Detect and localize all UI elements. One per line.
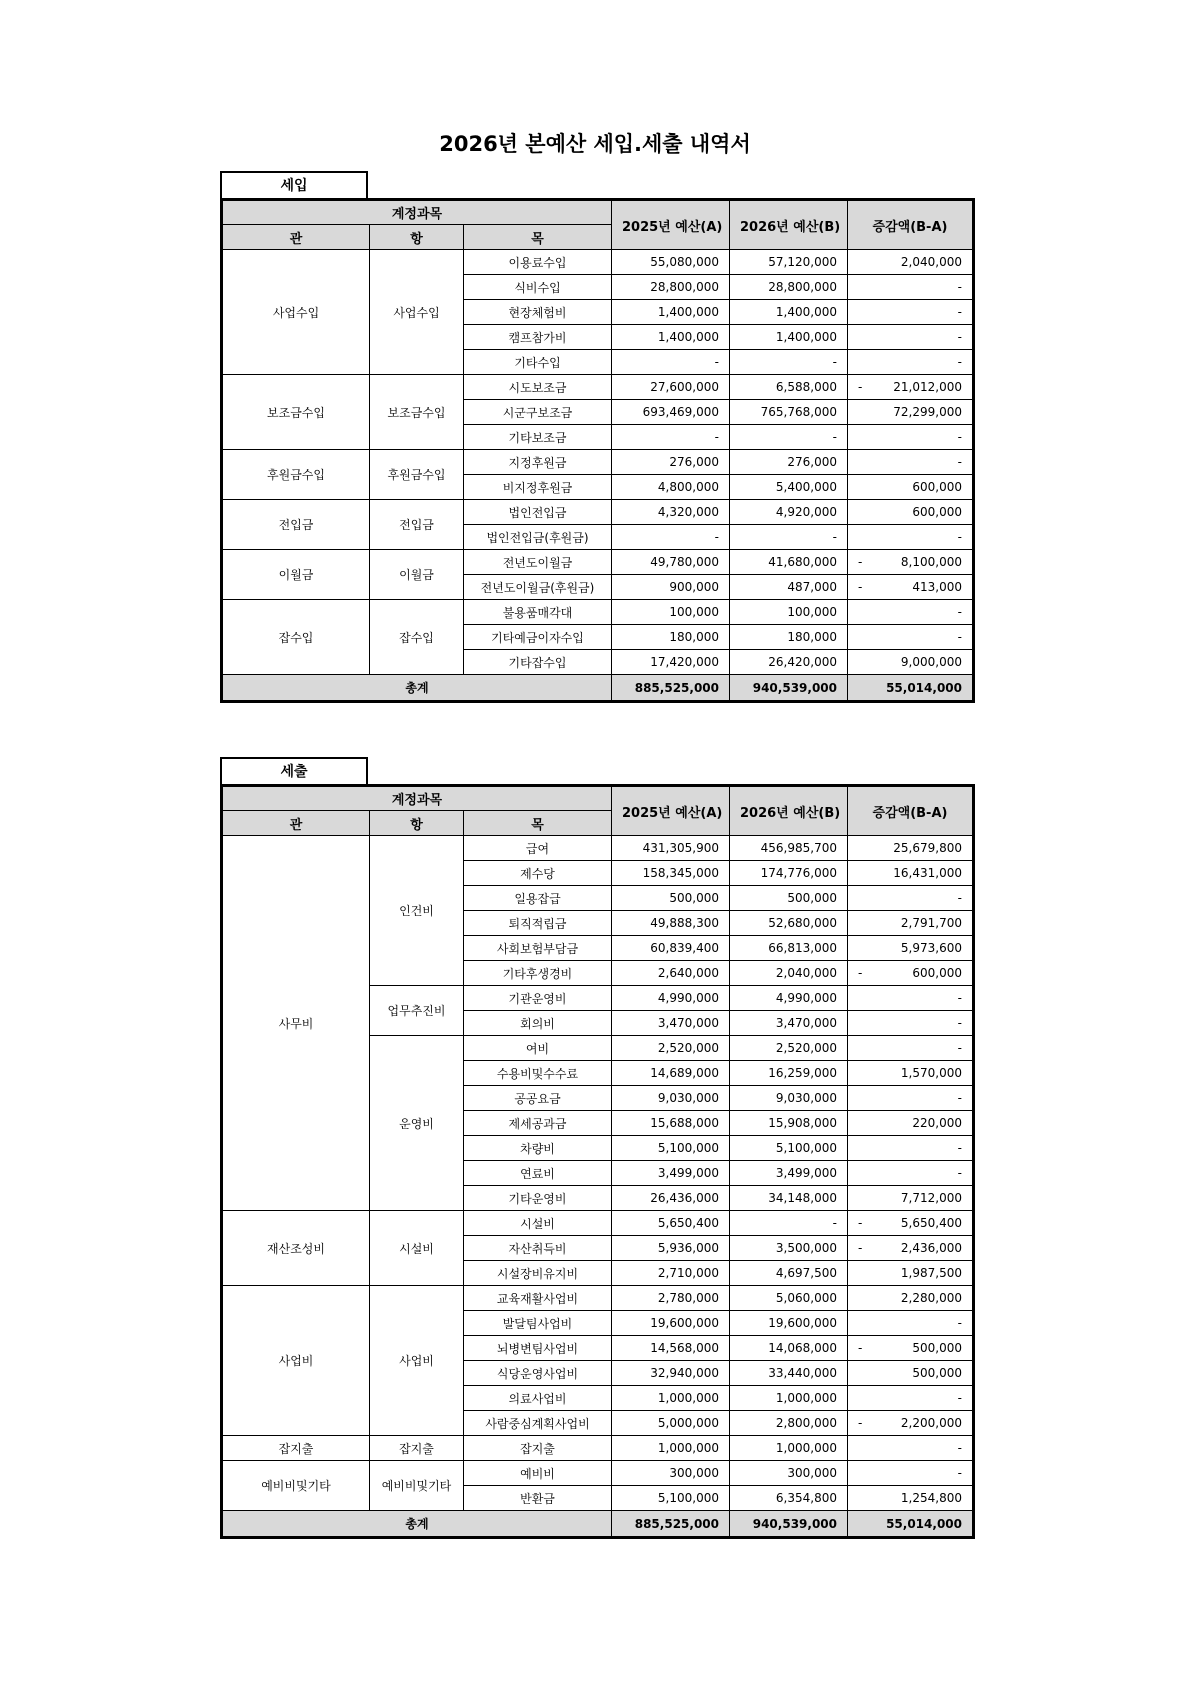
hang-cell: 예비비및기타 <box>370 1461 464 1511</box>
hang-cell: 사업비 <box>370 1286 464 1436</box>
mok-cell: 퇴직적립금 <box>464 911 612 936</box>
prev-budget-cell: 14,689,000 <box>612 1061 730 1086</box>
prev-budget-cell: 17,420,000 <box>612 650 730 675</box>
curr-budget-cell: 4,920,000 <box>730 500 848 525</box>
diff-cell <box>848 525 974 550</box>
account-header: 계정과목 <box>222 200 612 225</box>
mok-cell: 공공요금 <box>464 1086 612 1111</box>
prev-budget-cell: 32,940,000 <box>612 1361 730 1386</box>
curr-budget-cell: 3,470,000 <box>730 1011 848 1036</box>
diff-cell <box>848 961 974 986</box>
mok-cell: 교육재활사업비 <box>464 1286 612 1311</box>
diff-value: 2,791,700 <box>900 916 962 930</box>
diff-value: 600,000 <box>912 966 962 980</box>
curr-budget-cell: 4,990,000 <box>730 986 848 1011</box>
mok-cell: 자산취득비 <box>464 1236 612 1261</box>
curr-budget-cell: 765,768,000 <box>730 400 848 425</box>
prev-budget-cell: - <box>612 525 730 550</box>
hang-cell: 잡수입 <box>370 600 464 675</box>
curr-budget-cell: 180,000 <box>730 625 848 650</box>
diff-cell <box>848 275 974 300</box>
prev-budget-cell: 100,000 <box>612 600 730 625</box>
gwan-cell: 예비비및기타 <box>222 1461 370 1511</box>
total-row <box>222 1511 974 1538</box>
gwan-cell: 잡지출 <box>222 1436 370 1461</box>
diff-cell <box>848 1361 974 1386</box>
mok-cell: 잡지출 <box>464 1436 612 1461</box>
minus-sign: - <box>858 1216 863 1230</box>
expense-section-label: 세출 <box>220 757 368 785</box>
table-row <box>222 1461 974 1486</box>
diff-cell <box>848 350 974 375</box>
prev-budget-cell: 3,470,000 <box>612 1011 730 1036</box>
prev-budget-header: 2025년 예산(A) <box>612 200 730 250</box>
curr-budget-cell: 1,400,000 <box>730 325 848 350</box>
table-row <box>222 500 974 525</box>
mok-cell: 식당운영사업비 <box>464 1361 612 1386</box>
table-row <box>222 1286 974 1311</box>
prev-budget-cell: 60,839,400 <box>612 936 730 961</box>
diff-value: 72,299,000 <box>893 405 962 419</box>
expense-table <box>220 784 975 1539</box>
diff-value: - <box>957 1041 962 1055</box>
curr-budget-cell: - <box>730 425 848 450</box>
mok-cell: 발달팀사업비 <box>464 1311 612 1336</box>
diff-value: 600,000 <box>912 480 962 494</box>
curr-budget-cell: 6,354,800 <box>730 1486 848 1511</box>
diff-cell <box>848 400 974 425</box>
curr-budget-cell: 52,680,000 <box>730 911 848 936</box>
curr-budget-cell: 15,908,000 <box>730 1111 848 1136</box>
mok-cell: 불용품매각대 <box>464 600 612 625</box>
diff-value: 5,973,600 <box>900 941 962 955</box>
table-row <box>222 250 974 275</box>
diff-value: 220,000 <box>912 1116 962 1130</box>
prev-budget-cell: 27,600,000 <box>612 375 730 400</box>
mok-cell: 시설비 <box>464 1211 612 1236</box>
hang-cell: 사업수입 <box>370 250 464 375</box>
minus-sign: - <box>858 555 863 569</box>
mok-cell: 지정후원금 <box>464 450 612 475</box>
diff-value: 2,040,000 <box>900 255 962 269</box>
curr-budget-cell: 1,000,000 <box>730 1386 848 1411</box>
prev-budget-cell: 14,568,000 <box>612 1336 730 1361</box>
diff-value: 413,000 <box>912 580 962 594</box>
hang-cell: 인건비 <box>370 836 464 986</box>
gwan-cell: 재산조성비 <box>222 1211 370 1286</box>
prev-budget-cell: 5,100,000 <box>612 1486 730 1511</box>
table-row <box>222 550 974 575</box>
mok-cell: 기타잡수입 <box>464 650 612 675</box>
diff-cell <box>848 600 974 625</box>
gwan-header: 관 <box>222 811 370 836</box>
curr-budget-cell: 3,499,000 <box>730 1161 848 1186</box>
diff-value: 500,000 <box>912 1366 962 1380</box>
prev-budget-cell: 1,400,000 <box>612 325 730 350</box>
diff-value: - <box>957 630 962 644</box>
mok-cell: 비지정후원금 <box>464 475 612 500</box>
prev-budget-cell: 431,305,900 <box>612 836 730 861</box>
diff-value: 8,100,000 <box>900 555 962 569</box>
diff-value: - <box>957 1316 962 1330</box>
mok-cell: 기타운영비 <box>464 1186 612 1211</box>
gwan-cell: 전입금 <box>222 500 370 550</box>
mok-header: 목 <box>464 811 612 836</box>
minus-sign: - <box>858 380 863 394</box>
curr-budget-cell: 2,040,000 <box>730 961 848 986</box>
mok-cell: 수용비및수수료 <box>464 1061 612 1086</box>
diff-cell <box>848 1211 974 1236</box>
diff-value: - <box>957 1441 962 1455</box>
diff-cell <box>848 650 974 675</box>
mok-cell: 사람중심계획사업비 <box>464 1411 612 1436</box>
curr-budget-cell: 34,148,000 <box>730 1186 848 1211</box>
mok-cell: 일용잡급 <box>464 886 612 911</box>
diff-value: - <box>957 430 962 444</box>
table-row <box>222 836 974 861</box>
curr-budget-cell: 41,680,000 <box>730 550 848 575</box>
curr-budget-cell: 6,588,000 <box>730 375 848 400</box>
diff-cell <box>848 1086 974 1111</box>
minus-sign: - <box>858 966 863 980</box>
gwan-cell: 후원금수입 <box>222 450 370 500</box>
mok-cell: 시군구보조금 <box>464 400 612 425</box>
diff-value: 500,000 <box>912 1341 962 1355</box>
diff-cell <box>848 550 974 575</box>
hang-header: 항 <box>370 225 464 250</box>
diff-value: - <box>957 605 962 619</box>
diff-cell <box>848 1336 974 1361</box>
diff-value: - <box>957 355 962 369</box>
prev-budget-cell: 19,600,000 <box>612 1311 730 1336</box>
total-curr: 940,539,000 <box>730 675 848 702</box>
income-section-label: 세입 <box>220 171 368 199</box>
curr-budget-cell: 57,120,000 <box>730 250 848 275</box>
mok-cell: 기관운영비 <box>464 986 612 1011</box>
diff-cell <box>848 500 974 525</box>
mok-cell: 시설장비유지비 <box>464 1261 612 1286</box>
diff-cell <box>848 1286 974 1311</box>
curr-budget-cell: 100,000 <box>730 600 848 625</box>
diff-cell <box>848 375 974 400</box>
prev-budget-cell: 2,640,000 <box>612 961 730 986</box>
gwan-cell: 사업수입 <box>222 250 370 375</box>
diff-value: 2,436,000 <box>900 1241 962 1255</box>
prev-budget-cell: 300,000 <box>612 1461 730 1486</box>
prev-budget-cell: 28,800,000 <box>612 275 730 300</box>
curr-budget-cell: 276,000 <box>730 450 848 475</box>
total-label: 총계 <box>222 1511 612 1538</box>
diff-value: - <box>957 455 962 469</box>
prev-budget-cell: 1,400,000 <box>612 300 730 325</box>
diff-cell <box>848 836 974 861</box>
total-prev: 885,525,000 <box>612 1511 730 1538</box>
prev-budget-cell: 2,520,000 <box>612 1036 730 1061</box>
prev-budget-header: 2025년 예산(A) <box>612 786 730 836</box>
diff-cell <box>848 475 974 500</box>
prev-budget-cell: 9,030,000 <box>612 1086 730 1111</box>
curr-budget-cell: 28,800,000 <box>730 275 848 300</box>
mok-cell: 캠프참가비 <box>464 325 612 350</box>
curr-budget-cell: 300,000 <box>730 1461 848 1486</box>
diff-cell <box>848 1461 974 1486</box>
prev-budget-cell: 49,888,300 <box>612 911 730 936</box>
diff-value: - <box>957 991 962 1005</box>
hang-cell: 이월금 <box>370 550 464 600</box>
gwan-header: 관 <box>222 225 370 250</box>
gwan-cell: 이월금 <box>222 550 370 600</box>
mok-cell: 전년도이월금(후원금) <box>464 575 612 600</box>
prev-budget-cell: - <box>612 350 730 375</box>
diff-cell <box>848 325 974 350</box>
account-header: 계정과목 <box>222 786 612 811</box>
diff-cell <box>848 861 974 886</box>
mok-cell: 법인전입금 <box>464 500 612 525</box>
prev-budget-cell: 276,000 <box>612 450 730 475</box>
diff-cell <box>848 1061 974 1086</box>
diff-cell <box>848 625 974 650</box>
mok-cell: 제세공과금 <box>464 1111 612 1136</box>
diff-cell <box>848 1036 974 1061</box>
diff-cell <box>848 425 974 450</box>
mok-cell: 기타수입 <box>464 350 612 375</box>
prev-budget-cell: 2,710,000 <box>612 1261 730 1286</box>
prev-budget-cell: 49,780,000 <box>612 550 730 575</box>
diff-value: - <box>957 330 962 344</box>
curr-budget-cell: 9,030,000 <box>730 1086 848 1111</box>
diff-value: 9,000,000 <box>900 655 962 669</box>
mok-cell: 제수당 <box>464 861 612 886</box>
table-row <box>222 1436 974 1461</box>
hang-cell: 시설비 <box>370 1211 464 1286</box>
hang-cell: 업무추진비 <box>370 986 464 1036</box>
diff-cell <box>848 1261 974 1286</box>
curr-budget-cell: 19,600,000 <box>730 1311 848 1336</box>
curr-budget-cell: 174,776,000 <box>730 861 848 886</box>
curr-budget-cell: 3,500,000 <box>730 1236 848 1261</box>
prev-budget-cell: 4,990,000 <box>612 986 730 1011</box>
curr-budget-cell: 33,440,000 <box>730 1361 848 1386</box>
curr-budget-cell: - <box>730 350 848 375</box>
curr-budget-cell: - <box>730 1211 848 1236</box>
minus-sign: - <box>858 1341 863 1355</box>
diff-value: 25,679,800 <box>893 841 962 855</box>
curr-budget-cell: 1,000,000 <box>730 1436 848 1461</box>
prev-budget-cell: 180,000 <box>612 625 730 650</box>
hang-cell: 후원금수입 <box>370 450 464 500</box>
prev-budget-cell: 900,000 <box>612 575 730 600</box>
curr-budget-cell: 5,400,000 <box>730 475 848 500</box>
prev-budget-cell: 158,345,000 <box>612 861 730 886</box>
income-table <box>220 198 975 703</box>
mok-cell: 사회보험부담금 <box>464 936 612 961</box>
prev-budget-cell: 4,320,000 <box>612 500 730 525</box>
mok-cell: 기타후생경비 <box>464 961 612 986</box>
minus-sign: - <box>858 580 863 594</box>
page-title: 2026년 본예산 세입.세출 내역서 <box>439 132 751 156</box>
curr-budget-cell: 66,813,000 <box>730 936 848 961</box>
curr-budget-cell: 14,068,000 <box>730 1336 848 1361</box>
mok-cell: 전년도이월금 <box>464 550 612 575</box>
diff-value: 1,254,800 <box>900 1491 962 1505</box>
curr-budget-cell: 456,985,700 <box>730 836 848 861</box>
total-prev: 885,525,000 <box>612 675 730 702</box>
diff-cell <box>848 911 974 936</box>
diff-value: 16,431,000 <box>893 866 962 880</box>
curr-budget-cell: 500,000 <box>730 886 848 911</box>
total-diff: 55,014,000 <box>848 1511 974 1538</box>
total-label: 총계 <box>222 675 612 702</box>
diff-cell <box>848 1311 974 1336</box>
diff-value: 21,012,000 <box>893 380 962 394</box>
prev-budget-cell: - <box>612 425 730 450</box>
mok-cell: 기타예금이자수입 <box>464 625 612 650</box>
hang-cell: 보조금수입 <box>370 375 464 450</box>
diff-value: 1,987,500 <box>900 1266 962 1280</box>
curr-budget-cell: 2,800,000 <box>730 1411 848 1436</box>
prev-budget-cell: 693,469,000 <box>612 400 730 425</box>
diff-cell <box>848 1011 974 1036</box>
prev-budget-cell: 1,000,000 <box>612 1386 730 1411</box>
mok-cell: 이용료수입 <box>464 250 612 275</box>
diff-value: - <box>957 1141 962 1155</box>
gwan-cell: 사업비 <box>222 1286 370 1436</box>
prev-budget-cell: 2,780,000 <box>612 1286 730 1311</box>
gwan-cell: 보조금수입 <box>222 375 370 450</box>
prev-budget-cell: 500,000 <box>612 886 730 911</box>
diff-cell <box>848 1136 974 1161</box>
diff-value: - <box>957 891 962 905</box>
curr-budget-header: 2026년 예산(B) <box>730 786 848 836</box>
diff-cell <box>848 1236 974 1261</box>
prev-budget-cell: 26,436,000 <box>612 1186 730 1211</box>
hang-cell: 전입금 <box>370 500 464 550</box>
diff-value: 2,200,000 <box>900 1416 962 1430</box>
curr-budget-header: 2026년 예산(B) <box>730 200 848 250</box>
total-diff: 55,014,000 <box>848 675 974 702</box>
diff-cell <box>848 1386 974 1411</box>
hang-cell: 운영비 <box>370 1036 464 1211</box>
table-row <box>222 1211 974 1236</box>
total-row <box>222 675 974 702</box>
diff-cell <box>848 886 974 911</box>
prev-budget-cell: 5,000,000 <box>612 1411 730 1436</box>
mok-header: 목 <box>464 225 612 250</box>
diff-cell <box>848 575 974 600</box>
diff-cell <box>848 450 974 475</box>
curr-budget-cell: - <box>730 525 848 550</box>
diff-cell <box>848 1161 974 1186</box>
prev-budget-cell: 5,100,000 <box>612 1136 730 1161</box>
mok-cell: 급여 <box>464 836 612 861</box>
diff-value: 7,712,000 <box>900 1191 962 1205</box>
diff-value: 1,570,000 <box>900 1066 962 1080</box>
diff-value: - <box>957 1466 962 1480</box>
diff-value: - <box>957 1091 962 1105</box>
mok-cell: 시도보조금 <box>464 375 612 400</box>
diff-value: - <box>957 1391 962 1405</box>
prev-budget-cell: 55,080,000 <box>612 250 730 275</box>
mok-cell: 의료사업비 <box>464 1386 612 1411</box>
minus-sign: - <box>858 1416 863 1430</box>
curr-budget-cell: 5,100,000 <box>730 1136 848 1161</box>
table-row <box>222 600 974 625</box>
curr-budget-cell: 5,060,000 <box>730 1286 848 1311</box>
diff-cell <box>848 250 974 275</box>
mok-cell: 식비수입 <box>464 275 612 300</box>
curr-budget-cell: 16,259,000 <box>730 1061 848 1086</box>
curr-budget-cell: 487,000 <box>730 575 848 600</box>
prev-budget-cell: 5,650,400 <box>612 1211 730 1236</box>
diff-cell <box>848 1436 974 1461</box>
diff-cell <box>848 936 974 961</box>
mok-cell: 여비 <box>464 1036 612 1061</box>
mok-cell: 회의비 <box>464 1011 612 1036</box>
mok-cell: 예비비 <box>464 1461 612 1486</box>
mok-cell: 현장체험비 <box>464 300 612 325</box>
curr-budget-cell: 2,520,000 <box>730 1036 848 1061</box>
gwan-cell: 잡수입 <box>222 600 370 675</box>
diff-cell <box>848 1186 974 1211</box>
gwan-cell: 사무비 <box>222 836 370 1211</box>
prev-budget-cell: 1,000,000 <box>612 1436 730 1461</box>
curr-budget-cell: 1,400,000 <box>730 300 848 325</box>
curr-budget-cell: 4,697,500 <box>730 1261 848 1286</box>
mok-cell: 차량비 <box>464 1136 612 1161</box>
mok-cell: 반환금 <box>464 1486 612 1511</box>
curr-budget-cell: 26,420,000 <box>730 650 848 675</box>
diff-value: - <box>957 280 962 294</box>
prev-budget-cell: 4,800,000 <box>612 475 730 500</box>
diff-header: 증감액(B-A) <box>848 200 974 250</box>
mok-cell: 뇌병변팀사업비 <box>464 1336 612 1361</box>
diff-cell <box>848 300 974 325</box>
diff-header: 증감액(B-A) <box>848 786 974 836</box>
prev-budget-cell: 5,936,000 <box>612 1236 730 1261</box>
hang-header: 항 <box>370 811 464 836</box>
prev-budget-cell: 15,688,000 <box>612 1111 730 1136</box>
diff-value: - <box>957 1166 962 1180</box>
hang-cell: 잡지출 <box>370 1436 464 1461</box>
diff-cell <box>848 1486 974 1511</box>
table-row <box>222 450 974 475</box>
diff-value: - <box>957 530 962 544</box>
diff-cell <box>848 986 974 1011</box>
diff-value: - <box>957 305 962 319</box>
minus-sign: - <box>858 1241 863 1255</box>
total-curr: 940,539,000 <box>730 1511 848 1538</box>
mok-cell: 기타보조금 <box>464 425 612 450</box>
diff-cell <box>848 1411 974 1436</box>
diff-cell <box>848 1111 974 1136</box>
mok-cell: 법인전입금(후원금) <box>464 525 612 550</box>
diff-value: 2,280,000 <box>900 1291 962 1305</box>
diff-value: 600,000 <box>912 505 962 519</box>
prev-budget-cell: 3,499,000 <box>612 1161 730 1186</box>
mok-cell: 연료비 <box>464 1161 612 1186</box>
diff-value: - <box>957 1016 962 1030</box>
table-row <box>222 375 974 400</box>
diff-value: 5,650,400 <box>900 1216 962 1230</box>
